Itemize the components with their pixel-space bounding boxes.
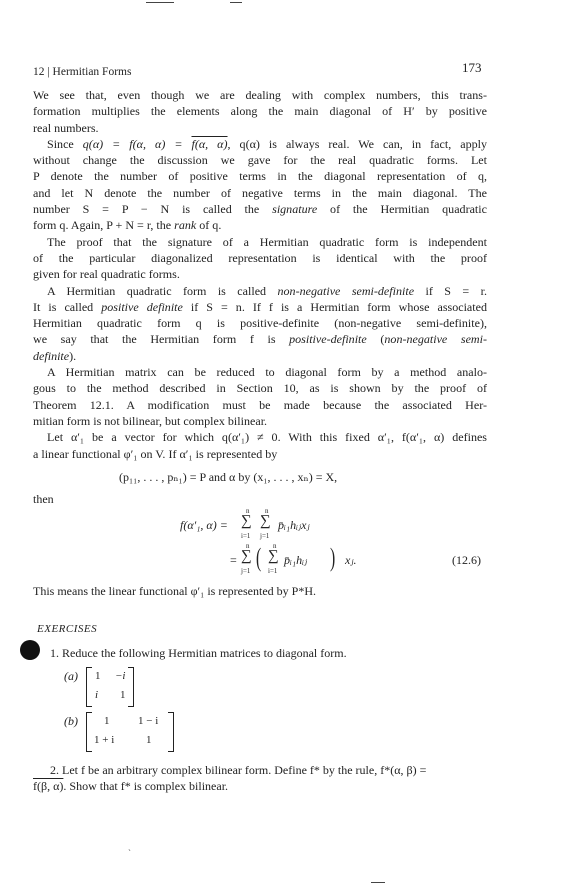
exercise-1: 1. Reduce the following Hermitian matrices to diagonal form.: [50, 646, 347, 660]
matrix-a-cell: −i: [115, 670, 126, 682]
sum-lower-i: i=1: [241, 532, 251, 540]
sum-symbol-inner: ∑: [268, 548, 279, 564]
matrix-b-cell: 1 − i: [138, 715, 159, 727]
left-paren: (: [256, 543, 262, 572]
scan-mark-bottom: [371, 882, 385, 883]
paragraph-3: The proof that the signature of a Hermitian quadratic form is independent of the particular diagonalized representation is identical with the proof given for real quadratic forms.: [33, 234, 487, 282]
matrix-b-right-bracket: [168, 712, 174, 752]
paragraph-2: Since q(α) = f(α, α) = f(α, α), q(α) is always real. We can, in fact, apply without change the discussion we gave for the real quadratic forms. Let P denote the number of positive terms in the diagonal representation of q, and let N denote the number of negative terms in the main diagonal. The number S = P − N is called the signature of the Hermitian quadratic form q. Again, P + N = r, the rank of q.: [33, 136, 487, 233]
matrix-b: [86, 712, 174, 752]
sum-upper-inner: n: [273, 542, 277, 550]
equation-number: (12.6): [452, 553, 481, 567]
sum-lower-j: j=1: [260, 532, 270, 540]
sum-symbol-outer: ∑: [241, 548, 252, 564]
matrix-b-left-bracket: [86, 712, 92, 752]
sum-lower-outer: j=1: [241, 567, 251, 575]
running-header: 12 | Hermitian Forms: [33, 66, 132, 78]
matrix-a: [86, 667, 134, 707]
paragraph-5: A Hermitian matrix can be reduced to diagonal form by a method analo- gous to the method described in Section 10, as is shown by the proof of Theorem 12.1. A modification must be made because the associated Her- mitian form is not bilinear, but complex bilinear.: [33, 365, 487, 428]
part-a-label: (a): [64, 669, 78, 683]
matrix-a-cell: 1: [120, 689, 126, 701]
scan-speck: `: [128, 848, 131, 858]
sum-upper-outer: n: [246, 542, 250, 550]
matrix-a-cell: i: [95, 689, 99, 701]
matrix-b-cell: 1 + i: [94, 734, 115, 746]
paragraph-4: A Hermitian quadratic form is called non-negative semi-definite if S = r. It is called positive definite if S = n. If f is a Hermitian form whose associated Hermitian quadratic form q is positive-definite (non-negative semi-definite), we say that the Hermitian form f is positive-definite (non-negative semi- definite).: [33, 283, 487, 363]
word-then: then: [33, 492, 54, 506]
sum-symbol-i: ∑: [241, 513, 252, 529]
matrix-a-cell: 1: [95, 670, 101, 682]
sum-lower-inner: i=1: [268, 567, 278, 575]
black-dot-mark: [20, 640, 40, 660]
inner-summand: p̄ᵢ₁hᵢⱼ: [284, 553, 308, 567]
sum-symbol-j: ∑: [260, 513, 271, 529]
part-b-label: (b): [64, 714, 78, 728]
matrix-a-right-bracket: [128, 667, 134, 707]
scan-mark-top-right: [230, 2, 242, 3]
exercise-2-line-1: 2. Let f be an arbitrary complex bilinear form. Define f* by the rule, f*(α, β) =: [50, 763, 427, 777]
paragraph-6: Let α′₁ be a vector for which q(α′₁) ≠ 0. With this fixed α′₁, f(α′₁, α) defines a linear functional φ′₁ on V. If α′₁ is represented by: [33, 430, 487, 461]
equation-representation: (p₁₁, . . . , pₙ₁) = P and α by (x₁, . . . , xₙ) = X,: [119, 470, 338, 484]
main-text-upper: [33, 87, 487, 462]
matrix-a-left-bracket: [86, 667, 92, 707]
outer-tail: xⱼ.: [345, 553, 357, 567]
equals-sign: =: [230, 553, 237, 567]
right-paren: ): [330, 543, 336, 572]
matrix-b-cell: 1: [104, 715, 110, 727]
equation-lhs: f(α′₁, α) =: [180, 518, 228, 532]
equation-summand: p̄ᵢ₁hᵢⱼxⱼ: [278, 518, 310, 532]
sum-upper-j: n: [265, 507, 269, 515]
exercise-2-line-2: f(β, α). Show that f* is complex bilinear.: [33, 779, 229, 793]
sum-upper-i: n: [246, 507, 250, 515]
page-number: 173: [462, 60, 482, 75]
exercises-heading: EXERCISES: [37, 623, 98, 635]
matrix-b-cell: 1: [146, 734, 152, 746]
paragraph-1: We see that, even though we are dealing with complex numbers, this trans- formation multiplies the elements along the main diagonal of H′ by positive real numbers.: [33, 88, 487, 135]
scan-mark-top-left: [146, 2, 174, 3]
conclusion-line: This means the linear functional φ′₁ is represented by P*H.: [33, 584, 316, 598]
